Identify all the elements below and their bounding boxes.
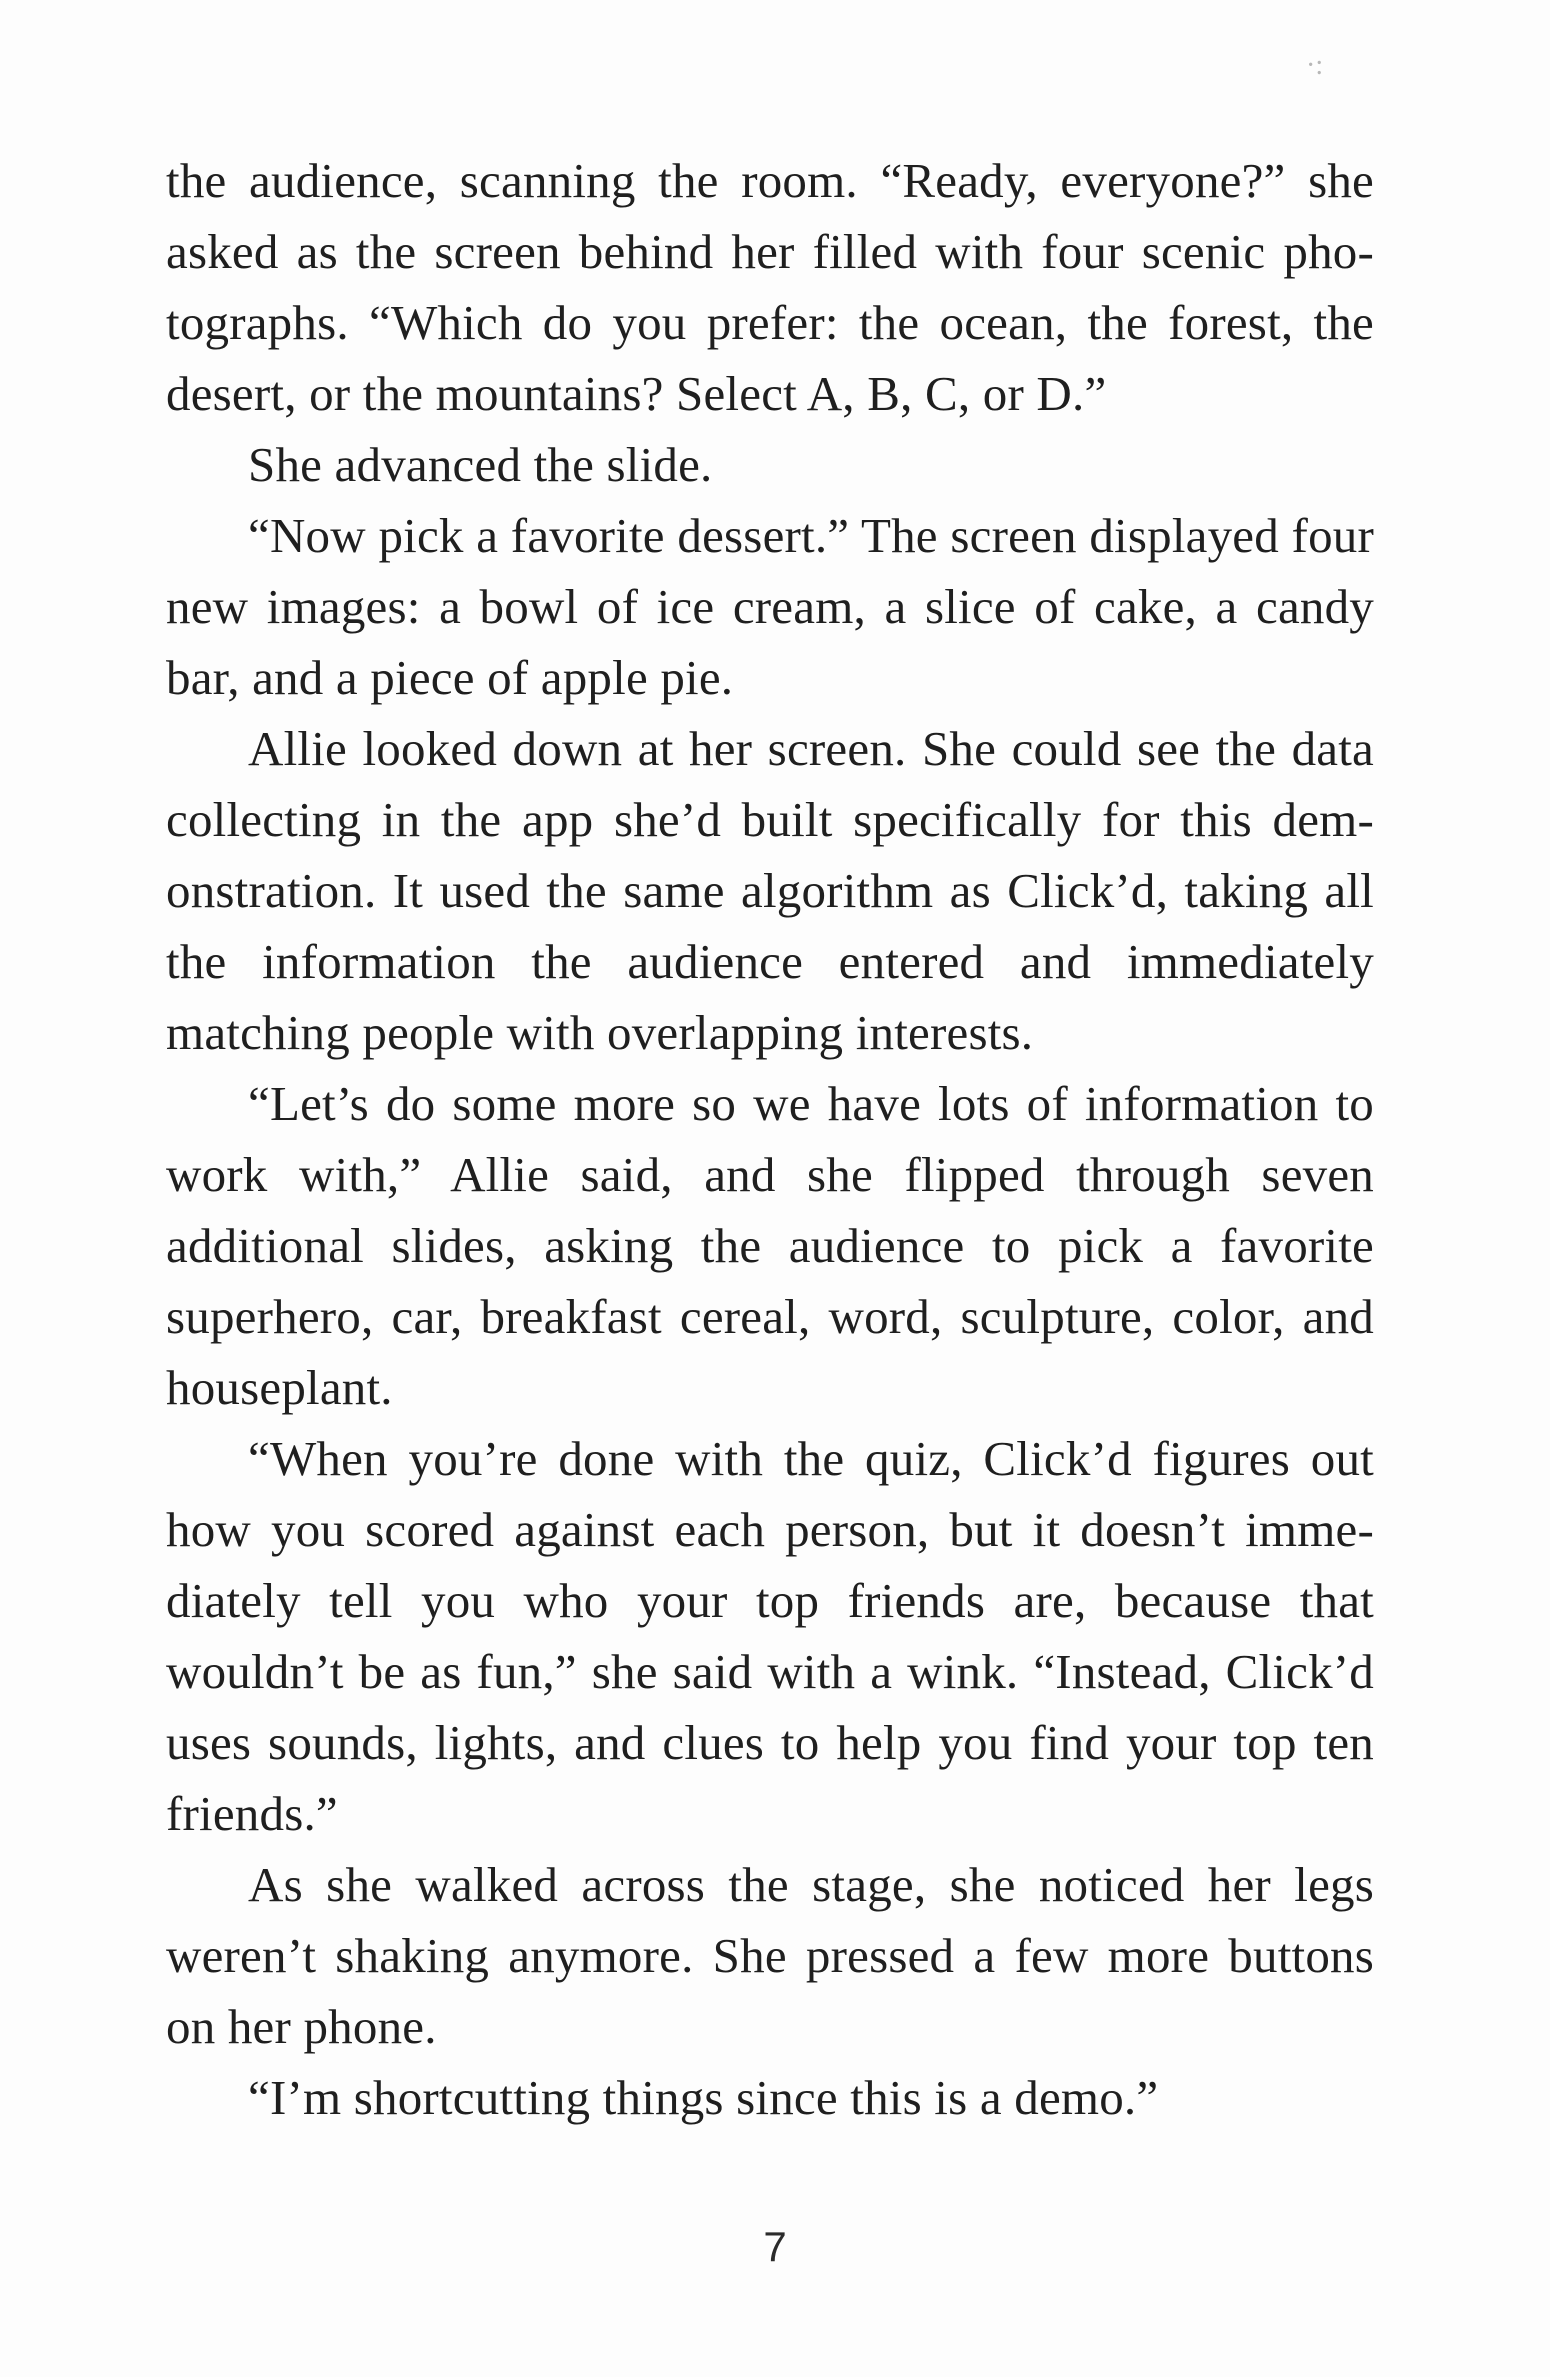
paragraph-8: “I’m shortcutting things since this is a demo.” [248,2070,1159,2125]
paragraph-4: Allie looked down at her screen. She could see the data collecting in the app she’d built specifically for this dem-onstration. It used the same algorithm as Click’d, taking all the information the audience entered and immediately matching people with overlapping interests. [166,721,1374,1060]
paragraph-3: “Now pick a favorite dessert.” The screen displayed four new images: a bowl of ice cream, a slice of cake, a candy bar, and a piece of apple pie. [166,508,1374,705]
paragraph-5: “Let’s do some more so we have lots of information to work with,” Allie said, and she flipped through seven additional slides, asking the audience to pick a favorite superhero, car, breakfast cereal, word, sculpture, color, and houseplant. [166,1076,1374,1415]
page-number: 7 [763,2223,787,2270]
corner-mark: ·: [1306,50,1324,81]
paragraph-7: As she walked across the stage, she noticed her legs weren’t shaking anymore. She pressed a few more buttons on her phone. [166,1857,1374,2054]
paragraph-2: She advanced the slide. [248,437,713,492]
paragraph-6: “When you’re done with the quiz, Click’d figures out how you scored against each person, but it doesn’t imme-diately tell you who your top friends are, because that wouldn’t be as fun,” she said with a wink. “Instead, Click’d uses sounds, lights, and clues to help you find your top ten friends.” [166,1431,1374,1841]
paragraph-1: the audience, scanning the room. “Ready, everyone?” she asked as the screen behind her filled with four scenic pho-tographs. “Which do you prefer: the ocean, the forest, the desert, or the mountains? Select A, B, C, or D.” [166,153,1374,421]
body-text [166,145,1374,2133]
